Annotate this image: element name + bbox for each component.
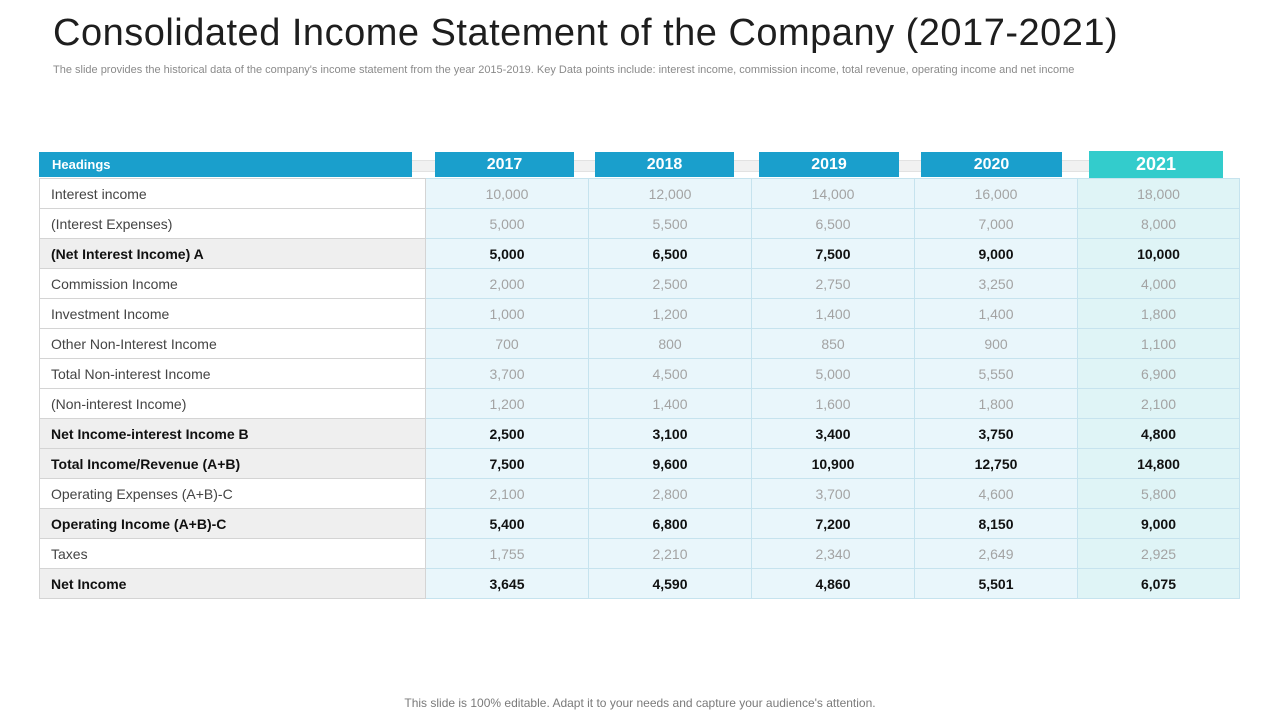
table-row xyxy=(40,449,1240,479)
cell-2019: 10,900 xyxy=(752,449,915,479)
row-label: Taxes xyxy=(40,539,426,569)
cell-2018: 4,500 xyxy=(589,359,752,389)
cell-2018: 800 xyxy=(589,329,752,359)
cell-2019: 2,340 xyxy=(752,539,915,569)
row-label: Net Income xyxy=(40,569,426,599)
cell-2017: 5,000 xyxy=(426,239,589,269)
page-title: Consolidated Income Statement of the Company (2017-2021) xyxy=(53,12,1119,54)
cell-2020: 12,750 xyxy=(915,449,1078,479)
cell-2017: 1,200 xyxy=(426,389,589,419)
table-row xyxy=(40,479,1240,509)
cell-2017: 700 xyxy=(426,329,589,359)
cell-2019: 4,860 xyxy=(752,569,915,599)
table-row xyxy=(40,419,1240,449)
cell-2018: 2,500 xyxy=(589,269,752,299)
cell-2021: 2,100 xyxy=(1078,389,1240,419)
cell-2020: 8,150 xyxy=(915,509,1078,539)
table-row xyxy=(40,299,1240,329)
table-row xyxy=(40,569,1240,599)
row-label: Operating Income (A+B)-C xyxy=(40,509,426,539)
cell-2017: 10,000 xyxy=(426,179,589,209)
cell-2020: 900 xyxy=(915,329,1078,359)
header-year-2017: 2017 xyxy=(435,152,574,177)
cell-2020: 1,800 xyxy=(915,389,1078,419)
cell-2021: 18,000 xyxy=(1078,179,1240,209)
header-connector xyxy=(574,160,595,172)
row-label: Investment Income xyxy=(40,299,426,329)
cell-2018: 1,400 xyxy=(589,389,752,419)
row-label: Total Income/Revenue (A+B) xyxy=(40,449,426,479)
cell-2017: 5,400 xyxy=(426,509,589,539)
cell-2020: 16,000 xyxy=(915,179,1078,209)
cell-2021: 10,000 xyxy=(1078,239,1240,269)
cell-2017: 1,000 xyxy=(426,299,589,329)
cell-2021: 9,000 xyxy=(1078,509,1240,539)
row-label: Total Non-interest Income xyxy=(40,359,426,389)
table-row xyxy=(40,539,1240,569)
cell-2021: 4,800 xyxy=(1078,419,1240,449)
table-row xyxy=(40,179,1240,209)
cell-2018: 1,200 xyxy=(589,299,752,329)
row-label: Operating Expenses (A+B)-C xyxy=(40,479,426,509)
row-label: Interest income xyxy=(40,179,426,209)
cell-2017: 2,000 xyxy=(426,269,589,299)
cell-2019: 5,000 xyxy=(752,359,915,389)
header-connector xyxy=(412,160,435,172)
cell-2019: 7,500 xyxy=(752,239,915,269)
income-statement-table xyxy=(39,178,1240,599)
cell-2017: 7,500 xyxy=(426,449,589,479)
cell-2020: 4,600 xyxy=(915,479,1078,509)
cell-2020: 3,250 xyxy=(915,269,1078,299)
row-label: Net Income-interest Income B xyxy=(40,419,426,449)
page-subtitle: The slide provides the historical data of the company's income statement from the year 2015-2019. Key Data points include: interest income, commission income, total revenue, operating income and net income xyxy=(53,64,1075,76)
header-connector xyxy=(734,160,759,172)
cell-2021: 14,800 xyxy=(1078,449,1240,479)
cell-2018: 2,800 xyxy=(589,479,752,509)
cell-2019: 1,400 xyxy=(752,299,915,329)
cell-2020: 2,649 xyxy=(915,539,1078,569)
cell-2020: 1,400 xyxy=(915,299,1078,329)
cell-2018: 5,500 xyxy=(589,209,752,239)
cell-2019: 14,000 xyxy=(752,179,915,209)
cell-2018: 12,000 xyxy=(589,179,752,209)
table-row xyxy=(40,389,1240,419)
header-connector xyxy=(1062,160,1089,172)
cell-2020: 9,000 xyxy=(915,239,1078,269)
cell-2018: 6,500 xyxy=(589,239,752,269)
cell-2018: 3,100 xyxy=(589,419,752,449)
row-label: (Non-interest Income) xyxy=(40,389,426,419)
cell-2017: 2,500 xyxy=(426,419,589,449)
cell-2020: 5,501 xyxy=(915,569,1078,599)
cell-2021: 2,925 xyxy=(1078,539,1240,569)
cell-2021: 6,900 xyxy=(1078,359,1240,389)
table-row xyxy=(40,509,1240,539)
cell-2019: 7,200 xyxy=(752,509,915,539)
header-year-2018: 2018 xyxy=(595,152,734,177)
row-label: (Interest Expenses) xyxy=(40,209,426,239)
cell-2019: 1,600 xyxy=(752,389,915,419)
footer-note: This slide is 100% editable. Adapt it to your needs and capture your audience's attention. xyxy=(404,696,876,710)
cell-2019: 850 xyxy=(752,329,915,359)
cell-2019: 3,700 xyxy=(752,479,915,509)
cell-2019: 2,750 xyxy=(752,269,915,299)
cell-2018: 4,590 xyxy=(589,569,752,599)
row-label: (Net Interest Income) A xyxy=(40,239,426,269)
cell-2021: 6,075 xyxy=(1078,569,1240,599)
cell-2021: 1,100 xyxy=(1078,329,1240,359)
cell-2018: 6,800 xyxy=(589,509,752,539)
header-headings: Headings xyxy=(39,152,412,177)
cell-2017: 5,000 xyxy=(426,209,589,239)
table-row xyxy=(40,209,1240,239)
table-row xyxy=(40,329,1240,359)
cell-2017: 2,100 xyxy=(426,479,589,509)
cell-2019: 6,500 xyxy=(752,209,915,239)
cell-2019: 3,400 xyxy=(752,419,915,449)
cell-2021: 8,000 xyxy=(1078,209,1240,239)
table-row xyxy=(40,359,1240,389)
cell-2021: 5,800 xyxy=(1078,479,1240,509)
cell-2020: 5,550 xyxy=(915,359,1078,389)
table-row xyxy=(40,239,1240,269)
cell-2017: 3,645 xyxy=(426,569,589,599)
cell-2017: 3,700 xyxy=(426,359,589,389)
header-connector xyxy=(899,160,921,172)
cell-2018: 9,600 xyxy=(589,449,752,479)
header-year-2019: 2019 xyxy=(759,152,899,177)
row-label: Commission Income xyxy=(40,269,426,299)
header-year-2020: 2020 xyxy=(921,152,1062,177)
cell-2017: 1,755 xyxy=(426,539,589,569)
cell-2020: 3,750 xyxy=(915,419,1078,449)
header-year-2021: 2021 xyxy=(1089,151,1223,178)
row-label: Other Non-Interest Income xyxy=(40,329,426,359)
cell-2020: 7,000 xyxy=(915,209,1078,239)
table-row xyxy=(40,269,1240,299)
cell-2018: 2,210 xyxy=(589,539,752,569)
cell-2021: 1,800 xyxy=(1078,299,1240,329)
cell-2021: 4,000 xyxy=(1078,269,1240,299)
